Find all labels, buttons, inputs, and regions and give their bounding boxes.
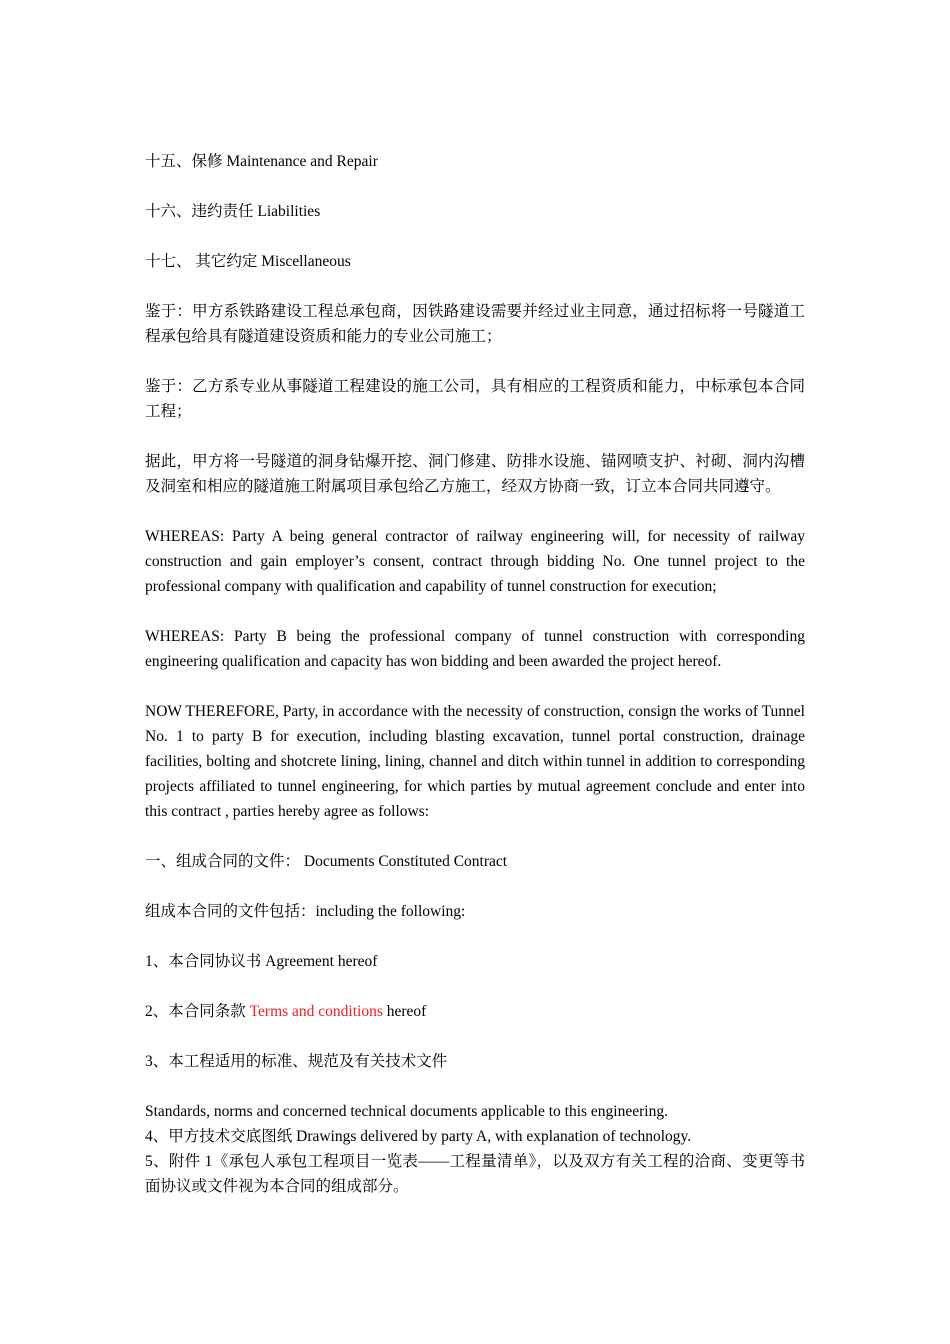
- section-1-item-2: [145, 999, 805, 1024]
- heading-item-16: 十六、违约责任 Liabilities: [145, 203, 321, 220]
- item-2-prefix: 2、本合同条款: [145, 1003, 250, 1020]
- recital-cn-whereas-b: 鉴于：乙方系专业从事隧道工程建设的施工公司，具有相应的工程资质和能力，中标承包本合同工程；: [145, 378, 805, 420]
- document-page: [145, 149, 805, 1199]
- section-1-item-3-en: Standards, norms and concerned technical documents applicable to this engineering.: [145, 1103, 668, 1120]
- section-1-item-4: 4、甲方技术交底图纸 Drawings delivered by party A, with explanation of technology.: [145, 1128, 692, 1145]
- recital-en-now-therefore: NOW THEREFORE, Party, in accordance with the necessity of construction, consign the works of Tunnel No. 1 to party B for execution, including blasting excavation, tunnel portal construction, drainage facilities, bolting and shotcrete lining, lining, channel and ditch within tunnel in addition to corresponding projects affiliated to tunnel engineering, for which parties by mutual agreement conclude and enter into this contract , parties hereby agree as follows:: [145, 703, 805, 820]
- section-1-item-1: 1、本合同协议书 Agreement hereof: [145, 953, 378, 970]
- item-2-suffix: hereof: [382, 1003, 427, 1020]
- section-1-title: 一、组成合同的文件： Documents Constituted Contract: [145, 853, 508, 870]
- recital-en-whereas-a: WHEREAS: Party A being general contractor of railway engineering will, for necessity of railway construction and gain employer’s consent, contract through bidding No. One tunnel project to the professional company with qualification and capability of tunnel construction for execution;: [145, 528, 805, 595]
- section-1-intro: 组成本合同的文件包括：including the following:: [145, 903, 466, 920]
- heading-item-15: 十五、保修 Maintenance and Repair: [145, 153, 378, 170]
- section-1-item-5: 5、附件 1《承包人承包工程项目一览表——工程量清单》，以及双方有关工程的洽商、变更等书面协议或文件视为本合同的组成部分。: [145, 1153, 805, 1195]
- section-1-item-3: 3、本工程适用的标准、规范及有关技术文件: [145, 1053, 448, 1070]
- heading-item-17: 十七、 其它约定 Miscellaneous: [145, 253, 351, 270]
- recital-cn-now-therefore: 据此，甲方将一号隧道的洞身钻爆开挖、洞门修建、防排水设施、锚网喷支护、衬砌、洞内沟槽及洞室和相应的隧道施工附属项目承包给乙方施工，经双方协商一致，订立本合同共同遵守。: [145, 453, 805, 495]
- recital-en-whereas-b: WHEREAS: Party B being the professional company of tunnel construction with corresponding engineering qualification and capacity has won bidding and been awarded the project hereof.: [145, 628, 805, 670]
- item-2-highlight: Terms and conditions: [249, 1003, 383, 1020]
- recital-cn-whereas-a: 鉴于：甲方系铁路建设工程总承包商，因铁路建设需要并经过业主同意，通过招标将一号隧道工程承包给具有隧道建设资质和能力的专业公司施工；: [145, 303, 805, 345]
